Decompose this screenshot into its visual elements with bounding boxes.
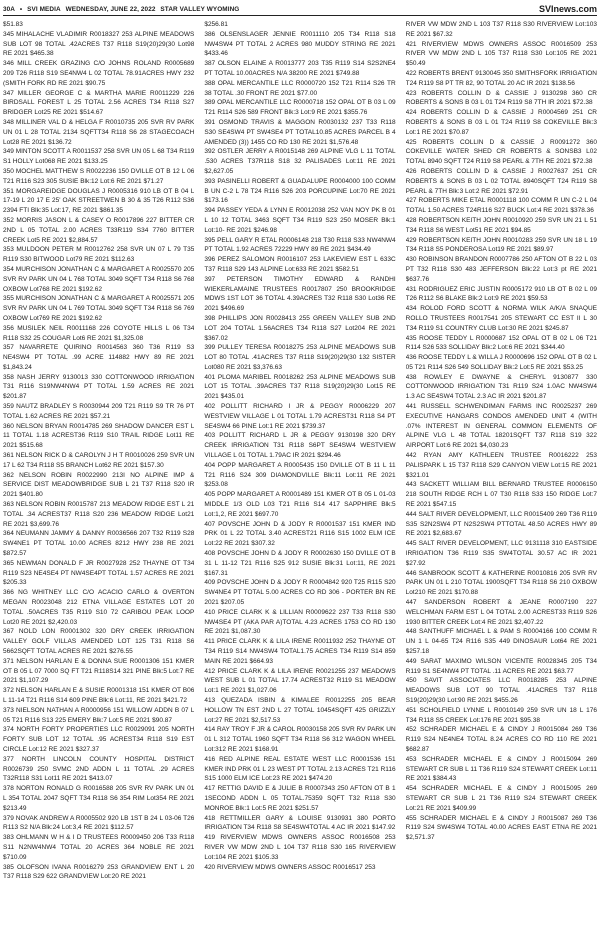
tax-notice-entry: 397 PETERSON TIMOTHY EDWARD & RANDHI WIEKERLAMAINE TRUSTEES R0017807 250 BROOKRIDGE MDWS 1ST LOT 36 TOTAL 4.39ACRES T32 R118 S30 Lot36 RE 2021 $496.69 [204,275,396,313]
tax-notice-entry: 366 NG WHITNEY LLC C/O ACACIO CARLO & OVERTON MEGAN R0023048 212 ETNA VILLAGE ESTATES LOT 20 TOTAL .50ACRES T35 R119 S10 72 CARIBOU PEAK LOOP Lot20 RE 2021 $2,420.03 [3,589,195,626]
tax-notice-entry: 424 ROBERTS COLLIN D & CASSIE J R0004569 251 CR ROBERTS & SONS B 03 L 01 T24 R119 S8 COKEVILLE Blk:3 Lot:1 RE 2021 $70.87 [405,109,597,136]
tax-notice-entry: 358 NASH JERRY 9130013 330 COTTONWOOD IRRIGATION T31 R116 S19NW4NW4 PT TOTAL 1.59 ACRES RE 2021 $201.87 [3,373,195,401]
column-middle [204,20,395,925]
region-name: STAR VALLEY WYOMING [160,6,240,13]
tax-notice-entry: 438 ROWLEY E DWAYNE & CHERYL 9130877 330 COTTONWOOD IRRIGATION T31 R119 S24 1.0AC NW4SW4 1.3 AC SE4SW4 TOTAL 2.3 AC IR 2021 $201.87 [405,373,597,401]
tax-notice-entry: 444 SALT RIVER DEVELOPMENT, LLC R0015409 269 T36 R119 S35 S2N2SW4 PT N2S2SW4 PTTOTAL 48.50 ACRES HWY 89 RE 2021 $2,683.67 [405,510,597,538]
tax-notice-entry: 420 RIVERVIEW MDWS OWNERS ASSOC R0016517 253 [204,863,376,871]
tax-notice-entry: 364 NEUMANN JAMMY & DANNY R0036566 207 T32 R119 S28 SW4NE1 PT TOTAL 10.00 ACRES 8212 HWY 238 RE 2021 $872.57 [3,530,195,558]
tax-notice-entry: 398 PHILLIPS JON R0028413 255 GREEN VALLEY SUB 2ND LOT 204 TOTAL 1.56ACRES T34 R118 S27 Lot204 RE 2021 $367.02 [204,314,396,342]
tax-notice-entry: 423 ROBERTS COLLIN D & CASSIE J 9130298 360 CR ROBERTS & SONS B 03 L 01 T24 R119 S8 7TH IR 2021 $72.38 [405,89,597,107]
tax-notice-entry: 434 ROLOD FORD SCOTT & NORMA WILK A/K/A SNAQUE ROLLO TRUSTEES R0017541 205 STEWART CC EST II L 30 T34 R119 S1 COUNTRY CLUB Lot:30 RE 2021 $245.87 [405,305,597,332]
tax-notice-entry: 422 ROBERTS BRENT 9130045 350 SMITHSFORK IRRIGATION T24 R119 S8 PT TR 82, 90 TOTAL 20 AC IR 2021 $138.56 [405,69,597,87]
tax-notice-entry: 387 OLSON ELAINE A R0013777 203 T35 R119 S14 S2S2NE4 PT TOTAL 10.00ACRES N/A 38200 RE 2021 $749.88 [204,60,396,77]
tax-notice-entry: 355 MURCHISON JONATHAN C & MARGARET A R0025571 205 SVR RV PARK UN 04 L 769 TOTAL 3049 SQFT T34 R118 S6 769 OXBOW Lot769 RE 2021 $192.62 [3,295,195,322]
tax-notice-entry: 378 NORTON RONALD G R0016588 205 SVR RV PARK UN 01 L 354 TOTAL 2047 SQFT T34 R118 S6 354 RIM Lot354 RE 2021 $213.49 [3,785,195,812]
tax-notice-entry: 357 NAVARRETE QUIRINO R0014563 360 T36 R119 S3 NE4SW4 PT TOTAL .99 ACRE 114882 HWY 89 RE 2021 $1,843.24 [3,344,195,371]
tax-notice-entry: 361 NELSON RICK D & CAROLYN J H T R0010026 259 SVR UN 17 L 62 T34 R118 S5 BRANCH Lot62 RE 2021 $157.30 [3,452,195,469]
tax-notice-entry: 383 OHLMANN W H & I D TRUSTEES R0009450 206 T33 R118 S11 N2NW4NW4 TOTAL 20 ACRES 364 NOBLE RE 2021 $710.09 [3,834,195,861]
tax-notice-entry: 374 NORTH FORTY PROPERTIES LLC R0029091 205 NORTH FORTY SUB LOT 12 TOTAL .95 ACREST34 R118 S19 EST CIRCLE Lot:12 RE 2021 $327.37 [3,726,195,753]
tax-notice-entry: 363 NELSON ROBIN R0015787 213 MEADOW RIDGE EST L 21 TOTAL .34 ACREST37 R118 S20 236 MEADOW RIDGE Lot21 RE 2021 $3,699.76 [3,501,195,528]
tax-notice-entry: 431 RODRIGUEZ ERIC JUSTIN R0005172 910 LB OT B 02 L 09 T26 R112 S6 BLAKE Blk:2 Lot:9 RE 2021 $59.53 [405,285,597,303]
tax-notice-entry: 389 OPAL MERCANTILE LLC R0000718 152 OPAL OT B 03 L 09 T21 R114 S26 589 FRONT Blk:3 Lot:9 RE 2021 $355.76 [204,99,396,117]
tax-notice-entry: RIVER VW MDW 2ND L 103 T37 R118 S30 RIVERVIEW Lot:103 RE 2021 $67.32 [405,21,597,38]
tax-notice-entry: 448 SANTHUFF MICHAEL L & PAM S R0004166 100 COMM R UN 1 L 04-65 T24 R116 S35 449 DINOSAUR Lot64 RE 2021 $257.18 [405,628,597,655]
tax-notice-entry: 414 RAY TROY F JR & CAROL R0030158 205 SVR RV PARK UN 01 L 312 TOTAL 1960 SQFT T34 R118 S6 312 WAGON WHEEL Lot:312 RE 2021 $168.91 [204,726,396,753]
tax-notice-entry: 373 NIELSON NATHAN A R0000956 151 WILLOW ADDN B 07 L 05 T21 R116 S13 225 EMERY Blk:7 Lot:5 RE 2021 $90.87 [3,706,195,724]
folio-line [3,6,242,15]
tax-notice-entry: 413 QUEZADA ISBIN & KIMALEE R0012255 205 BEAR HOLLOW TN EST 2ND L 27 TOTAL 10454SQFT 425 GRIZZLY Lot:27 RE 2021 $2,517.53 [204,696,396,724]
legal-notice-columns [3,20,597,925]
tax-notice-entry: 405 POPP MARGARET A R0001489 151 KMER OT B 05 L 01-03 MIDDLE 1/3 OLD L03 T21 R116 S14 417 SAPPHIRE Blk:5 Lot:1,2, RE 2021 $697.70 [204,491,396,518]
tax-notice-entry: 447 SANDERSON ROBERT & JEANE R0007190 227 WELCHMAN FARM EST L 04 TOTAL 2.00 ACREST33 R119 S26 1930 BITTER CREEK Lot:4 RE 2021 $2,407.22 [405,599,597,626]
tax-notice-entry: 360 NELSON BRYAN R0014785 269 SHADOW DANCER EST L 11 TOTAL 1.18 ACREST36 R119 S10 TRAIL RIDGE Lot11 RE 2021 $515.68 [3,422,195,450]
tax-notice-entry: 417 RETTIG DAVID E & JULIE B R0007343 250 AFTON OT B 1 1SECOND ADDN L 05 TOTAL.75359 SQFT T32 R118 S30 MONROE Blk:1 Lot:5 RE 2021 $251.57 [204,785,396,812]
tax-notice-entry: 345 MIHALACHE VLADIMIR R0018327 253 ALPINE MEADOWS SUB LOT 98 TOTAL .42ACRES T37 R118 S19(20)29(30 Lot98 RE 2021 $465.38 [3,30,195,58]
tax-notice-entry: 388 OPAL MERCANTILE LLC R0000720 152 T21 R114 S26 TR 38 TOTAL .30 FRONT RE 2021 $77.00 [204,79,396,97]
tax-notice-entry: 404 POPP MARGARET A R0005435 150 DVILLE OT B 11 L 11 T21 R116 S24 309 DIAMONDVILLE Blk:11 Lot:11 RE 2021 $253.08 [204,461,396,489]
tax-notice-entry: 353 MULDOON PETER M R0012762 258 SVR UN 07 L 79 T35 R119 S30 BITWOOD Lot79 RE 2021 $112.63 [3,246,195,264]
tax-notice-entry: 402 POLLITT RICHARD I JR & PEGGY R0006229 207 WESTVIEW VILLAGE L 01 TOTAL 1.79 ACREST31 R118 S4 PT SE4SW4 66 PINE Lot:1 RE 2021 $739.37 [204,403,396,430]
tax-notice-entry: 446 SANBROOK SCOTT & KATHERINE R0010816 205 SVR RV PARK UN 01 L 210 TOTAL 1900SQFT T34 R118 S6 210 OXBOW Lot210 RE 2021 $170.88 [405,569,597,597]
tax-notice-entry: 450 SAVIT ASSOCIATES LLC R0018285 253 ALPINE MEADOWS SUB LOT 90 TOTAL .41ACRES T37 R118 S19(20)29(30 Lot:90 RE 2021 $455.26 [405,677,597,704]
tax-notice-entry: 346 MILL CREEK GRAZING C/O JOHNS ROLAND R0005689 209 T26 R118 S19 SE4NW4 L 02 TOTAL 78.91ACRES HWY 232 (SMITH FORK RD RE 2021 $90.75 [3,60,195,87]
tax-notice-entry: 410 PRICE CLARK K & LILLIAN R0009622 237 T33 R118 S30 NW4SE4 PT (AKA PAR A)TOTAL 4.23 ACRES 1753 CO RD 130 RE 2021 $1,087.30 [204,608,396,636]
tax-notice-entry: 396 PEREZ SALOMON R0016107 253 LAKEVIEW EST L 633C T37 R118 S29 143 ALPINE Lot:633 RE 2021 $582.51 [204,256,396,273]
tax-notice-entry: 411 PRICE CLARK K & LILA IRENE R0011932 252 THAYNE OT T34 R119 S14 NW4SW4 TOTAL1.75 ACRES T34 R119 S14 859 MAIN RE 2021 $664.93 [204,638,396,665]
issue-date: WEDNESDAY, JUNE 22, 2022 [65,6,156,13]
tax-notice-entry: 352 MORRIS JASON L & CASEY O R0017896 227 BITTER CR 2ND L 05 TOTAL 2.00 ACRES T33R119 S34 7760 BITTER CREEK Lot5 RE 2021 $2,884.57 [3,216,195,244]
tax-notice-entry: 449 SARAT MAXIMO WILSON VICENTE R0028345 205 T34 R119 S1 SE4NW4 PT TOTAL .11 ACRES RE 2021 $63.77 [405,657,597,675]
tax-notice-entry: 419 RIVERVIEW MDWS OWNERS ASSOC R0016508 253 RIVER VW MDW 2ND L 104 T37 R118 S30 165 RIVERVIEW Lot:104 RE 2021 $105.33 [204,834,396,861]
page-number: 30A [3,6,16,13]
publication-name: SVI MEDIA [27,6,61,13]
tax-notice-entry: 349 MINTON SCOTT A R0011537 258 SVR UN 05 L 68 T34 R119 S1 HOLLY Lot068 RE 2021 $133.25 [3,148,195,166]
column-left [3,20,194,925]
tax-notice-entry: 442 RYAN AMY KATHLEEN TRUSTEE R0016222 253 PALISPARK L 15 T37 R118 S29 CANYON VIEW Lot:15 RE 2021 $321.01 [405,452,597,479]
tax-notice-entry: 359 NAUTZ BRADLEY S R0030944 209 T21 R119 S9 TR 76 PT TOTAL 1.62 ACRES RE 2021 $57.21 [3,403,195,420]
column-right [406,20,597,925]
tax-notice-entry: 377 NORTH LINCOLN COUNTY HOSPITAL DISTRICT R0026739 250 SVMC 2ND ADDN L 11 TOTAL .29 ACRES T32R118 S31 Lot11 RE 2021 $413.07 [3,755,195,783]
tax-notice-entry: 347 MILLER GEORGE C & MARTHA MARIE R0011229 226 BIRDSALL FOREST L 25 TOTAL 2.56 ACRES T34 R118 S27 BRIDGER Lot25 RE 2021 $514.67 [3,89,195,117]
tax-notice-entry: 408 POVSCHE JOHN D & JODY R R0002630 150 DVILLE OT B 31 L 11-12 T21 R116 S25 912 SUSIE Blk:31 Lot:11, RE 2021 $167.31 [204,550,396,577]
tax-notice-entry: 392 OSTLER JERRY A R0015148 269 ALPINE VLG L 11 TOTAL .530 ACRES T37R118 S18 32 PALISADES Lot:11 RE 2021 $2,627.05 [204,148,396,175]
tax-notice-entry: 379 NOVAK ANDREW A R0005502 920 LB 1ST B 24 L 03-06 T26 R113 S2 N/A Blk:24 Lot:3,4 RE 2021 $112.57 [3,814,195,832]
tax-notice-entry: 371 NELSON HARLAN E & DONNA SUE R0001306 151 KMER OT B 05 L 07 7000 SQ FT T21 R118S14 321 PINE Blk:5 Lot:7 RE 2021 $1,107.29 [3,657,195,685]
tax-notice-entry: 455 SCHRADER MICHAEL E & CINDY J R0015087 269 T36 R119 S24 SW4SW4 TOTAL 40.00 ACRES EAST ETNA RE 2021 $2,571.37 [405,814,597,842]
tax-notice-entry: 428 ROBERTSON KEITH JOHN R0010920 259 SVR UN 21 L 51 T34 R118 S6 WEST Lot51 RE 2021 $94.85 [405,216,597,234]
tax-notice-entry: 385 OLOFSON IVANA R0016279 253 GRANDVIEW ENT L 20 T37 R118 S29 622 GRANDVIEW Lot:20 RE 2021 [3,863,195,881]
tax-notice-entry: 435 ROOSE TEDDY L R0000687 152 OPAL OT B 02 L 06 T21 R114 S26 533 SOLLIDAY Blk:2 Lot:6 RE 2021 $344.40 [405,334,597,352]
tax-notice-entry: $51.83 [3,21,23,28]
tax-notice-entry: 418 RETTMILLER GARY & LOUISE 9130931 380 PORTO IRRIGATION T34 R118 S8 SE4SW4TOTAL 4 AC IR 2021 $147.92 [204,814,396,832]
tax-notice-entry: 412 PRICE CLARK K & LILA IRENE R0021255 237 MEADOWS WEST SUB L 01 TOTAL 17.74 ACREST32 R119 S1 MEADOW Lot:1 RE 2021 $1,027.06 [204,667,396,695]
tax-notice-entry: $256.81 [204,21,228,28]
tax-notice-entry: 367 NOLD LON R0001302 320 DRY CREEK IRRIGATION VALLEY GOLF VILLAS AMENDED LOT 125 T31 R118 S6 5662SQFT TOTAL ACRES RE 2021 $276.55 [3,628,195,655]
tax-notice-entry: 372 NELSON HARLAN E & SUSIE R0001318 151 KMER OT B06 L 11-14 T21 R116 S14 609 PINE Blk:6 Lot:11, RE 2021 $421.72 [3,687,195,704]
tax-notice-entry: 403 POLLITT RICHARD L JR & PEGGY 9130198 320 DRY CREEK IRRIGATION T31 R118 S6PT SE4SW4 WESTVIEW VILLAGE L 01 TOTAL 1.79AC IR 2021 $294.46 [204,432,396,460]
tax-notice-entry: 386 OLSENSLAGER JENNIE R0011110 205 T34 R118 S18 NW4SW4 PT TOTAL 2 ACRES 980 MUDDY STRING RE 2021 $433.46 [204,30,396,58]
tax-notice-entry: 407 POVSCHE JOHN D & JODY R R0001537 151 KMER IND PRK 01 L 22 TOTAL 3.40 ACREST21 R116 S15 1002 ELM ICE Lot:22 RE 2021 $307.32 [204,520,396,548]
tax-notice-entry: 454 SCHRADER MICHAEL E & CINDY J R0015095 269 STEWART CR SUB L 21 T36 R119 S24 STEWART CREEK Lot:21 RE 2021 $409.99 [405,785,597,812]
tax-notice-entry: 348 MILLINER VAL D & HELGA F R0010735 205 SVR RV PARK UN 01 L 28 TOTAL 2134 SQFTT34 R118 S6 28 STAGECOACH Lot28 RE 2021 $136.72 [3,118,195,146]
tax-notice-entry: 393 PASINELLI ROBERT & GUADALUPE R0004000 100 COMM B UN C-2 L 78 T24 R116 S26 203 PORCUPINE Lot:70 RE 2021 $173.16 [204,177,396,205]
tax-notice-entry: 391 OSMOND TRAVIS & MAGGON R0030132 237 T33 R118 S30 SE4SW4 PT SW4SE4 PT TOTAL10.85 ACRES PARCEL B 4 AMENDED (3)) 1455 CO RD 130 RE 2021 $1,576.48 [204,118,396,146]
tax-notice-entry: 436 ROOSE TEDDY L & WILLA J R0000696 152 OPAL OT B 02 L 05 T21 R114 S26 549 SOLLIDAY Blk:2 Lot:5 RE 2021 $53.25 [405,354,597,371]
tax-notice-entry: 443 SACKETT WILLIAM BILL BERNARD TRUSTEE R0006150 218 SOUTH RIDGE RCH L 07 T30 R118 S33 150 RIDGE Lot:7 RE 2021 $547.15 [405,481,597,509]
tax-notice-entry: 351 MORGAREIDGE DOUGLAS J R0005316 910 LB OT B 04 L 17-19 L 20 17 E 25' OAK STREETWEN B 30 & 35 T26 R112 S36 2394 FTI Blk:35 Lot:17, RE 2021 $861.35 [3,187,195,215]
tax-notice-entry: 426 ROBERTS COLLIN D & CASSIE J R0027637 251 CR ROBERTS & SONS B 03 L 02 TOTAL 8940SQFT T24 R119 S8 PEARL & 7TH Blk:3 Lot:2 RE 2021 $72.91 [405,167,597,195]
tax-notice-entry: 401 PLOMA MARIBEL R0018262 253 ALPINE MEADOWS SUB LOT 15 TOTAL .39ACRES T37 R118 S19(20)29(30 Lot15 RE 2021 $435.01 [204,373,396,401]
tax-notice-entry: 427 ROBERTS MIKE ETAL R0001118 100 COMM R UN C-2 L 04 TOTAL 1.50 ACRES T24R116 S27 BUCK Lot:4 RE 2021 $378.36 [405,197,597,215]
tax-notice-entry: 445 SALT RIVER DEVELOPMENT, LLC 9131118 310 EASTSIDE IRRIGATION T36 R119 S35 SW4TOTAL 30.57 AC IR 2021 $27.92 [405,540,597,567]
tax-notice-entry: 399 PULLEY TERESA R0018275 253 ALPINE MEADOWS SUB LOT 80 TOTAL .41ACRES T37 R118 S19(20)29(30 132 SISTER Lot080 RE 2021 $3,376.63 [204,344,396,371]
page-header [3,2,597,16]
separator-bullet: • [19,6,23,13]
tax-notice-entry: 430 ROBINSON BRANDON R0007786 250 AFTON OT B 22 L 03 PT T32 R118 S30 483 JEFFERSON Blk:22 Lot:3 pt RE 2021 $637.76 [405,256,597,283]
tax-notice-entry: 416 RED ALPINE REAL ESTATE WEST LLC R0001536 151 KMER IND PRK 01 L 23 WEST PT TOTAL 2.13 ACRES T21 R116 S15 1000 ELM ICE Lot:23 RE 2021 $474.20 [204,755,396,783]
tax-notice-entry: 362 NELSON ROBIN R0022990 213I NO ALPINE IMP & SERVICE DIST MEADOWBRIDGE SUB L 21 T37 R118 S20 IR 2021 $401.80 [3,471,195,499]
tax-notice-entry: 441 RUSSELL SCHWENDIMAN FARMS INC R0025237 269 EXECUTIVE HANGARS CONDOS AMENDED UNIT 4 (WITH .07% INTEREST IN GENERAL COMMON ELEMENTS OF ALPINE VLG L 48 TOTAL 18201SQFT T37 R118 S19 322 AIRPORT Lot:6 RE 2021 $4,030.23 [405,403,597,450]
tax-notice-entry: 453 SCHRADER MICHAEL E & CINDY J R0015094 269 STEWART CR SUB L 11 T36 R119 S24 STEWART CREEK Lot:11 RE 2021 $384.43 [405,755,597,783]
tax-notice-entry: 356 MUSILEK NEIL R0011168 226 COYOTE HILLS L 06 T34 R118 S32 25 COUGAR Lot6 RE 2021 $1,325.08 [3,324,195,342]
website-url: SVInews.com [538,4,597,14]
tax-notice-entry: 350 MOCHEL MATTHEW S R0022236 150 DVILLE OT B 12 L 06 T21 R116 S23 305 SUSIE Blk:12 Lot:6 RE 2021 $71.27 [3,167,195,185]
tax-notice-entry: 409 POVSCHE JOHN D & JODY R R0004842 920 T25 R115 S20 SW4NE4 PT TOTAL 5.00 ACRES CO RD 306 - PORTER BN RE 2021 $207.05 [204,579,396,607]
tax-notice-entry: 429 ROBERTSON KEITH JOHN R0010283 259 SVR UN 18 L 19 T34 R118 S5 PONDEROSA Lot19 RE 2021 $89.97 [405,236,597,254]
tax-notice-entry: 452 SCHRADER MICHAEL E & CINDY J R0015084 269 T36 R119 S24 NE4NE4 TOTAL 8.24 ACRES CO RD 110 RE 2021 $682.87 [405,726,597,753]
tax-notice-entry: 451 SCHOLFIELD LYNNE L R0010149 259 SVR UN 18 L 176 T34 R118 S5 CREEK Lot:176 RE 2021 $95.38 [405,706,597,724]
tax-notice-entry: 421 RIVERVIEW MDWS OWNERS ASSOC R0016509 253 RIVER VW MDW 2ND L 105 T37 R118 S30 Lot:105 RE 2021 $50.49 [405,40,597,68]
tax-notice-entry: 354 MURCHISON JONATHAN C & MARGARET A R0025570 205 SVR RV PARK UN 04 L 768 TOTAL 3049 SQFT T34 R118 S6 768 OXBOW Lot768 RE 2021 $192.62 [3,265,195,293]
tax-notice-entry: 365 NEWMAN DONALD F JR R0027928 252 THAYNE OT T34 R119 S23 NE4SE4 PT NW4SE4PT TOTAL 1.57 ACRES RE 2021 $205.33 [3,559,195,587]
tax-notice-entry: 425 ROBERTS COLLIN D & CASSIE J R0091272 360 COKEVILLE WATER SHED CR ROBERTS & SONSB3 L02 TOTAL 8940 SQFT T24 R119 S8 PEARL & 7TH RE 2021 $72.38 [405,138,597,166]
tax-notice-entry: 394 PASSEY YEDA & LYNN E R0012038 252 VAN NOY PK B 01 L 10 12 TOTAL 3463 SQFT T34 R119 S23 250 MOSER Blk:1 Lot:10- RE 2021 $246.98 [204,207,396,234]
tax-notice-entry: 395 PELL GARY R ETAL R0006148 218 T30 R118 S33 NW4NW4 PT TOTAL 1.92 ACRES 72229 HWY 89 RE 2021 $434.49 [204,236,396,254]
